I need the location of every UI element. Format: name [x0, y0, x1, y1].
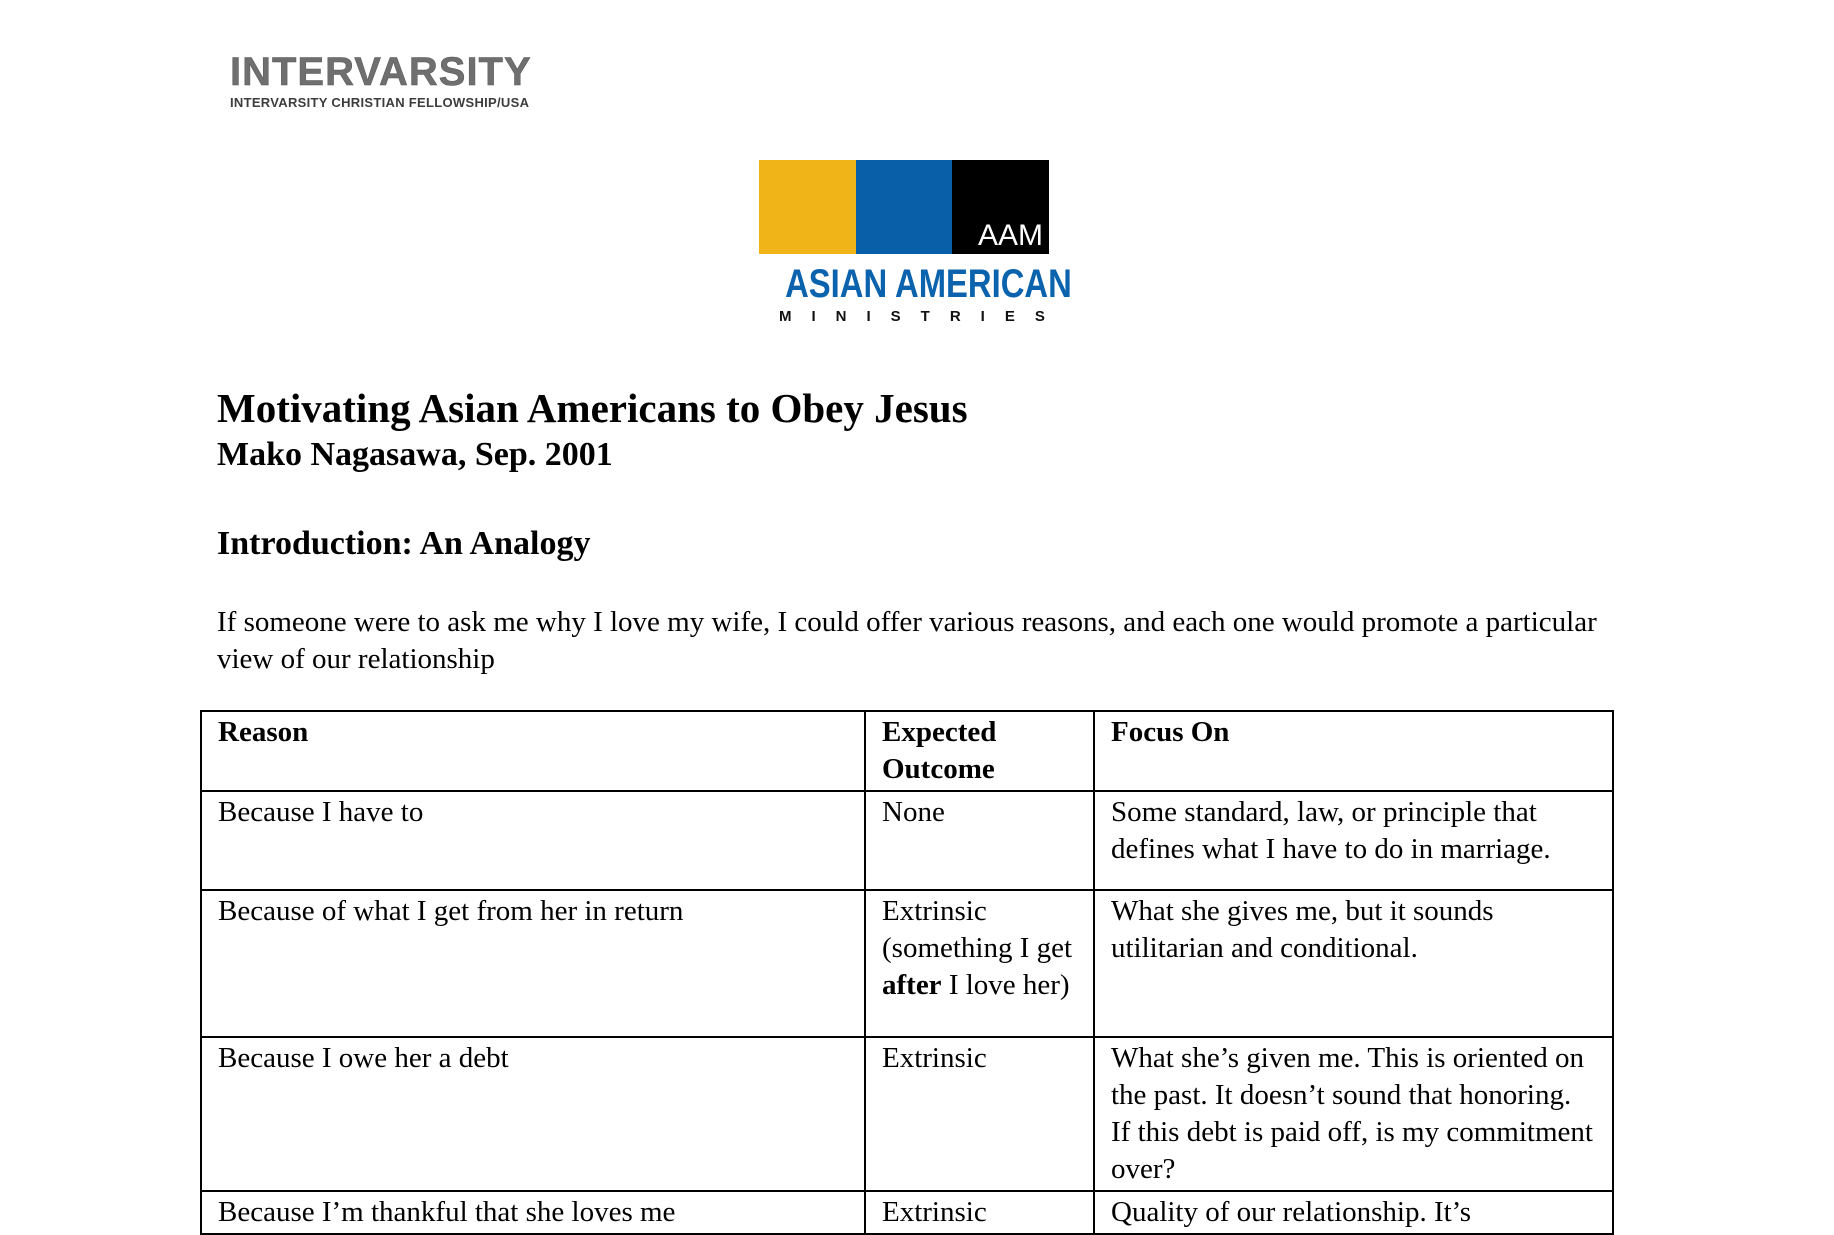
outcome-emphasis: after	[882, 969, 942, 1001]
column-header-expected-outcome: Expected Outcome	[865, 711, 1094, 791]
aam-logo-name: ASIAN AMERICAN	[785, 262, 1072, 306]
intro-paragraph: If someone were to ask me why I love my wife, I could offer various reasons, and each one would promote a particular view of our relationship	[217, 606, 1597, 675]
outcome-text: Extrinsic (something I get	[882, 895, 1073, 964]
intervarsity-logo-name: INTERVARSITY	[230, 50, 532, 94]
focus-cell: What she gives me, but it sounds utilitarian and conditional.	[1094, 890, 1613, 1037]
reason-cell: Because I’m thankful that she loves me	[201, 1191, 865, 1234]
focus-cell: Quality of our relationship. It’s	[1094, 1191, 1613, 1234]
table-row	[201, 791, 1613, 890]
aam-logo-abbreviation: AAM	[978, 219, 1044, 252]
section-heading-introduction: Introduction: An Analogy	[217, 525, 591, 562]
aam-yellow-block	[759, 160, 856, 254]
document-byline: Mako Nagasawa, Sep. 2001	[217, 436, 613, 473]
table-header-row	[201, 711, 1613, 791]
column-header-reason: Reason	[201, 711, 865, 791]
table-row	[201, 1191, 1613, 1234]
aam-logo-color-blocks	[759, 160, 1049, 254]
reason-cell: Because of what I get from her in return	[201, 890, 865, 1037]
outcome-text: I love her)	[941, 969, 1070, 1001]
document-title: Motivating Asian Americans to Obey Jesus	[217, 385, 968, 431]
focus-cell: What she’s given me. This is oriented on the past. It doesn’t sound that honoring. If this debt is paid off, is my commitment over?	[1094, 1037, 1613, 1191]
reasons-table	[200, 710, 1614, 1235]
focus-cell: Some standard, law, or principle that defines what I have to do in marriage.	[1094, 791, 1613, 890]
aam-logo-subtitle: MINISTRIES	[779, 308, 1065, 325]
intervarsity-logo	[230, 52, 610, 110]
aam-logo	[759, 160, 1072, 325]
aam-black-block	[952, 160, 1049, 254]
outcome-cell: Extrinsic	[865, 1191, 1094, 1234]
table-row	[201, 890, 1613, 1037]
reason-cell: Because I owe her a debt	[201, 1037, 865, 1191]
aam-blue-block	[856, 160, 953, 254]
outcome-cell	[865, 890, 1094, 1037]
outcome-cell: None	[865, 791, 1094, 890]
outcome-cell: Extrinsic	[865, 1037, 1094, 1191]
reason-cell: Because I have to	[201, 791, 865, 890]
intervarsity-logo-subtitle: INTERVARSITY CHRISTIAN FELLOWSHIP/USA	[230, 95, 530, 110]
table-row	[201, 1037, 1613, 1191]
column-header-focus-on: Focus On	[1094, 711, 1613, 791]
